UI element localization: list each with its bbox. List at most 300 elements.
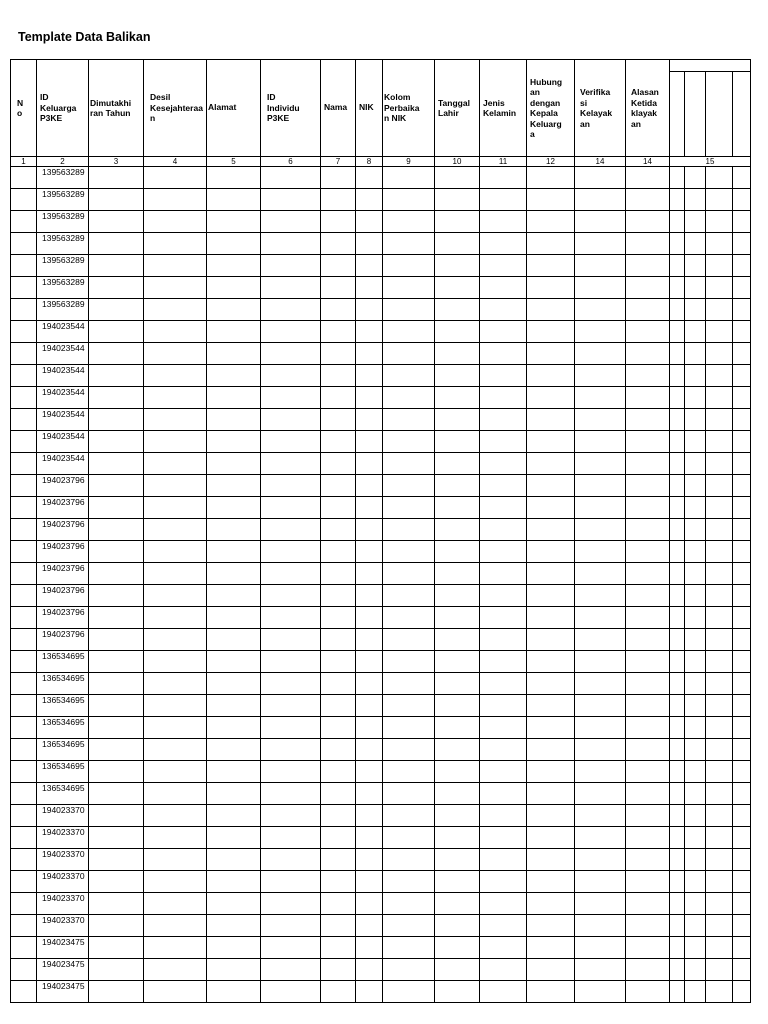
empty-cell	[480, 805, 527, 827]
row-cell-15	[670, 189, 751, 211]
empty-cell	[356, 387, 383, 409]
row-subdivider	[732, 299, 733, 320]
empty-cell	[626, 211, 670, 233]
empty-cell	[383, 805, 435, 827]
empty-cell	[626, 849, 670, 871]
empty-cell	[527, 233, 575, 255]
row-subdivider	[732, 871, 733, 892]
header-label-line: ID	[40, 92, 49, 103]
row-subdivider	[732, 233, 733, 254]
empty-cell	[626, 937, 670, 959]
empty-cell	[11, 607, 37, 629]
empty-cell	[356, 827, 383, 849]
empty-cell	[261, 409, 321, 431]
row-subdivider	[732, 695, 733, 716]
row-cell-15	[670, 849, 751, 871]
empty-cell	[480, 629, 527, 651]
empty-cell	[207, 431, 261, 453]
table-row	[11, 233, 751, 255]
row-subdivider	[705, 497, 706, 518]
empty-cell	[575, 409, 626, 431]
empty-cell	[144, 717, 207, 739]
row-subdivider	[732, 497, 733, 518]
row-subdivider	[684, 475, 685, 496]
row-cell-15	[670, 277, 751, 299]
row-subdivider	[705, 541, 706, 562]
empty-cell	[435, 497, 480, 519]
column-number: 1	[11, 157, 37, 167]
empty-cell	[89, 321, 144, 343]
row-cell-15	[670, 343, 751, 365]
table-row	[11, 167, 751, 189]
empty-cell	[207, 893, 261, 915]
empty-cell	[321, 321, 356, 343]
empty-cell	[356, 563, 383, 585]
empty-cell	[383, 827, 435, 849]
empty-cell	[11, 585, 37, 607]
empty-cell	[261, 255, 321, 277]
family-id-cell: 194023370	[37, 827, 89, 849]
empty-cell	[144, 541, 207, 563]
empty-cell	[356, 783, 383, 805]
empty-cell	[321, 277, 356, 299]
empty-cell	[626, 607, 670, 629]
empty-cell	[527, 277, 575, 299]
header-label	[575, 87, 625, 129]
empty-cell	[144, 739, 207, 761]
empty-cell	[527, 959, 575, 981]
empty-cell	[11, 651, 37, 673]
row-subdivider	[684, 805, 685, 826]
empty-cell	[383, 849, 435, 871]
empty-cell	[575, 607, 626, 629]
row-subdivider	[705, 629, 706, 650]
empty-cell	[321, 409, 356, 431]
empty-cell	[144, 233, 207, 255]
empty-cell	[207, 717, 261, 739]
empty-cell	[144, 893, 207, 915]
row-subdivider	[705, 167, 706, 188]
empty-cell	[575, 167, 626, 189]
empty-cell	[11, 497, 37, 519]
empty-cell	[89, 497, 144, 519]
header-label-line: Kepala	[530, 108, 558, 118]
row-subdivider	[684, 937, 685, 958]
empty-cell	[575, 673, 626, 695]
empty-cell	[435, 453, 480, 475]
row-subdivider	[732, 629, 733, 650]
empty-cell	[321, 167, 356, 189]
family-id-cell: 136534695	[37, 695, 89, 717]
empty-cell	[480, 563, 527, 585]
empty-cell	[383, 343, 435, 365]
row-subdivider	[732, 607, 733, 628]
empty-cell	[356, 871, 383, 893]
family-id-cell: 136534695	[37, 717, 89, 739]
empty-cell	[89, 893, 144, 915]
empty-cell	[261, 189, 321, 211]
empty-cell	[435, 783, 480, 805]
empty-cell	[383, 871, 435, 893]
empty-cell	[626, 167, 670, 189]
empty-cell	[480, 475, 527, 497]
row-cell-15	[670, 453, 751, 475]
empty-cell	[261, 453, 321, 475]
empty-cell	[207, 211, 261, 233]
header-label-line: Lahir	[438, 108, 459, 118]
header-cell-15	[670, 60, 751, 157]
empty-cell	[144, 497, 207, 519]
empty-cell	[356, 431, 383, 453]
empty-cell	[575, 475, 626, 497]
empty-cell	[480, 739, 527, 761]
empty-cell	[207, 695, 261, 717]
header-label-line: Kelayak	[580, 108, 613, 118]
header-label-line: Kesejahteraa	[150, 102, 203, 113]
row-subdivider	[705, 299, 706, 320]
empty-cell	[89, 167, 144, 189]
row-subdivider	[732, 409, 733, 430]
family-id-cell: 194023796	[37, 563, 89, 585]
page-title: Template Data Balikan	[18, 30, 151, 44]
row-cell-15	[670, 805, 751, 827]
empty-cell	[11, 167, 37, 189]
empty-cell	[261, 497, 321, 519]
table-row	[11, 277, 751, 299]
empty-cell	[480, 277, 527, 299]
header-label-line: an	[530, 87, 540, 97]
empty-cell	[480, 717, 527, 739]
row-subdivider	[705, 915, 706, 936]
empty-cell	[207, 365, 261, 387]
empty-cell	[435, 563, 480, 585]
empty-cell	[89, 761, 144, 783]
empty-cell	[89, 365, 144, 387]
empty-cell	[321, 805, 356, 827]
empty-cell	[11, 277, 37, 299]
row-subdivider	[732, 717, 733, 738]
empty-cell	[321, 189, 356, 211]
empty-cell	[144, 937, 207, 959]
empty-cell	[321, 563, 356, 585]
row-subdivider	[732, 981, 733, 1002]
empty-cell	[626, 431, 670, 453]
row-subdivider	[684, 321, 685, 342]
empty-cell	[435, 607, 480, 629]
row-subdivider	[684, 695, 685, 716]
row-cell-15	[670, 717, 751, 739]
family-id-cell: 194023796	[37, 585, 89, 607]
empty-cell	[261, 211, 321, 233]
row-subdivider	[684, 739, 685, 760]
table-row	[11, 827, 751, 849]
empty-cell	[626, 409, 670, 431]
empty-cell	[89, 651, 144, 673]
empty-cell	[575, 783, 626, 805]
empty-cell	[207, 827, 261, 849]
row-cell-15	[670, 233, 751, 255]
empty-cell	[575, 981, 626, 1003]
row-subdivider	[684, 343, 685, 364]
table-row	[11, 563, 751, 585]
empty-cell	[89, 541, 144, 563]
empty-cell	[261, 541, 321, 563]
row-cell-15	[670, 695, 751, 717]
empty-cell	[480, 981, 527, 1003]
empty-cell	[626, 651, 670, 673]
row-subdivider	[705, 739, 706, 760]
empty-cell	[480, 453, 527, 475]
empty-cell	[480, 783, 527, 805]
empty-cell	[207, 167, 261, 189]
empty-cell	[321, 739, 356, 761]
empty-cell	[89, 519, 144, 541]
empty-cell	[575, 937, 626, 959]
empty-cell	[527, 915, 575, 937]
header-label-line: ID	[267, 92, 276, 103]
empty-cell	[626, 893, 670, 915]
empty-cell	[575, 959, 626, 981]
empty-cell	[207, 453, 261, 475]
row-subdivider	[705, 651, 706, 672]
row-subdivider	[732, 893, 733, 914]
empty-cell	[321, 299, 356, 321]
empty-cell	[144, 255, 207, 277]
empty-cell	[575, 563, 626, 585]
table-row	[11, 937, 751, 959]
row-cell-15	[670, 585, 751, 607]
empty-cell	[626, 299, 670, 321]
empty-cell	[356, 167, 383, 189]
family-id-cell: 194023796	[37, 475, 89, 497]
empty-cell	[11, 255, 37, 277]
empty-cell	[89, 343, 144, 365]
row-subdivider	[705, 893, 706, 914]
family-id-cell: 139563289	[37, 255, 89, 277]
row-subdivider	[705, 431, 706, 452]
empty-cell	[261, 827, 321, 849]
empty-cell	[144, 519, 207, 541]
empty-cell	[527, 475, 575, 497]
table-row	[11, 695, 751, 717]
empty-cell	[626, 233, 670, 255]
empty-cell	[480, 541, 527, 563]
empty-cell	[435, 211, 480, 233]
empty-cell	[480, 431, 527, 453]
empty-cell	[527, 255, 575, 277]
empty-cell	[575, 233, 626, 255]
table-row	[11, 871, 751, 893]
empty-cell	[435, 277, 480, 299]
empty-cell	[575, 695, 626, 717]
empty-cell	[321, 849, 356, 871]
empty-cell	[207, 761, 261, 783]
empty-cell	[321, 211, 356, 233]
empty-cell	[89, 387, 144, 409]
empty-cell	[356, 365, 383, 387]
row-subdivider	[732, 585, 733, 606]
row-subdivider	[732, 519, 733, 540]
empty-cell	[383, 915, 435, 937]
header-label	[11, 98, 36, 119]
header-label-line: Dimutakhi	[90, 97, 132, 108]
empty-cell	[575, 541, 626, 563]
empty-cell	[527, 673, 575, 695]
empty-cell	[356, 915, 383, 937]
empty-cell	[144, 277, 207, 299]
empty-cell	[383, 959, 435, 981]
empty-cell	[11, 959, 37, 981]
empty-cell	[527, 167, 575, 189]
row-subdivider	[684, 497, 685, 518]
table-row	[11, 299, 751, 321]
empty-cell	[435, 673, 480, 695]
row-cell-15	[670, 431, 751, 453]
row-subdivider	[684, 915, 685, 936]
row-subdivider	[705, 805, 706, 826]
empty-cell	[89, 629, 144, 651]
empty-cell	[89, 981, 144, 1003]
empty-cell	[383, 585, 435, 607]
empty-cell	[261, 651, 321, 673]
empty-cell	[144, 343, 207, 365]
empty-cell	[11, 409, 37, 431]
empty-cell	[11, 761, 37, 783]
row-cell-15	[670, 211, 751, 233]
row-subdivider	[732, 739, 733, 760]
empty-cell	[480, 189, 527, 211]
empty-cell	[89, 805, 144, 827]
empty-cell	[527, 761, 575, 783]
empty-cell	[383, 233, 435, 255]
empty-cell	[89, 453, 144, 475]
empty-cell	[321, 981, 356, 1003]
empty-cell	[261, 673, 321, 695]
empty-cell	[480, 937, 527, 959]
empty-cell	[383, 475, 435, 497]
family-id-cell: 136534695	[37, 783, 89, 805]
header-label-line: si	[580, 97, 588, 108]
header-label-line: N	[17, 97, 24, 108]
row-subdivider	[684, 519, 685, 540]
empty-cell	[480, 827, 527, 849]
empty-cell	[144, 695, 207, 717]
header-label-line: Keluarg	[530, 118, 562, 129]
table-row	[11, 321, 751, 343]
empty-cell	[11, 211, 37, 233]
empty-cell	[626, 497, 670, 519]
empty-cell	[626, 673, 670, 695]
empty-cell	[321, 519, 356, 541]
empty-cell	[11, 541, 37, 563]
empty-cell	[144, 629, 207, 651]
empty-cell	[261, 805, 321, 827]
table-row	[11, 673, 751, 695]
empty-cell	[261, 981, 321, 1003]
empty-cell	[261, 783, 321, 805]
empty-cell	[527, 585, 575, 607]
empty-cell	[626, 827, 670, 849]
row-subdivider	[732, 673, 733, 694]
empty-cell	[144, 475, 207, 497]
empty-cell	[144, 365, 207, 387]
empty-cell	[11, 893, 37, 915]
row-subdivider	[732, 937, 733, 958]
column-number: 6	[261, 157, 321, 167]
family-id-cell: 194023370	[37, 915, 89, 937]
empty-cell	[480, 409, 527, 431]
row-subdivider	[684, 849, 685, 870]
row-subdivider	[732, 849, 733, 870]
row-cell-15	[670, 739, 751, 761]
empty-cell	[527, 849, 575, 871]
family-id-cell: 136534695	[37, 651, 89, 673]
empty-cell	[626, 717, 670, 739]
empty-cell	[383, 453, 435, 475]
empty-cell	[144, 871, 207, 893]
table-row	[11, 651, 751, 673]
empty-cell	[144, 563, 207, 585]
row-subdivider	[684, 981, 685, 1002]
empty-cell	[144, 189, 207, 211]
empty-cell	[626, 453, 670, 475]
header-cell	[626, 60, 670, 157]
empty-cell	[321, 783, 356, 805]
row-cell-15	[670, 167, 751, 189]
empty-cell	[435, 409, 480, 431]
empty-cell	[575, 739, 626, 761]
empty-cell	[144, 453, 207, 475]
empty-cell	[626, 343, 670, 365]
header-label-line: Alamat	[208, 102, 237, 112]
empty-cell	[261, 585, 321, 607]
row-subdivider	[732, 211, 733, 232]
empty-cell	[356, 233, 383, 255]
empty-cell	[11, 915, 37, 937]
header-label-line: Desil	[150, 92, 171, 103]
header-label-line: ran Tahun	[90, 108, 131, 118]
empty-cell	[261, 343, 321, 365]
empty-cell	[207, 277, 261, 299]
empty-cell	[144, 211, 207, 233]
row-subdivider	[684, 717, 685, 738]
column-number: 10	[435, 157, 480, 167]
row-subdivider	[732, 321, 733, 342]
row-cell-15	[670, 871, 751, 893]
empty-cell	[356, 695, 383, 717]
empty-cell	[527, 519, 575, 541]
empty-cell	[321, 695, 356, 717]
family-id-cell: 194023370	[37, 805, 89, 827]
empty-cell	[480, 211, 527, 233]
empty-cell	[321, 827, 356, 849]
empty-cell	[435, 255, 480, 277]
empty-cell	[383, 255, 435, 277]
row-subdivider	[705, 233, 706, 254]
empty-cell	[144, 167, 207, 189]
table-row	[11, 475, 751, 497]
row-cell-15	[670, 365, 751, 387]
row-cell-15	[670, 673, 751, 695]
family-id-cell: 194023544	[37, 453, 89, 475]
empty-cell	[261, 563, 321, 585]
row-cell-15	[670, 255, 751, 277]
row-cell-15	[670, 937, 751, 959]
empty-cell	[207, 937, 261, 959]
row-subdivider	[732, 475, 733, 496]
row-subdivider	[705, 189, 706, 210]
row-subdivider	[684, 761, 685, 782]
